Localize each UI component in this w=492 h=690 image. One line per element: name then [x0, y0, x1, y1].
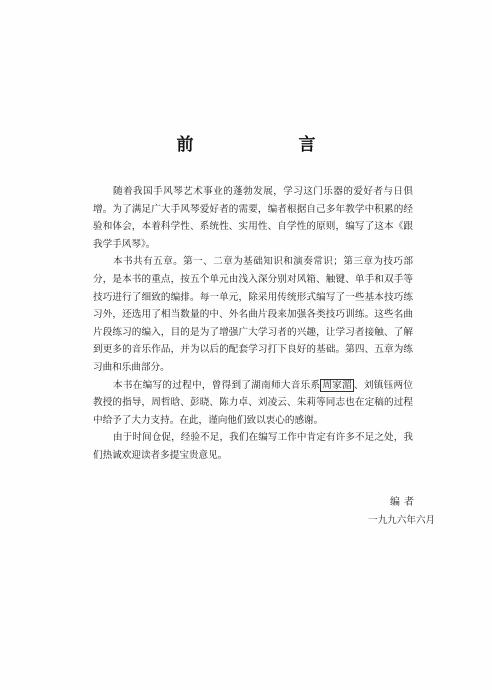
paragraph-1: 随着我国手风琴艺术事业的蓬勃发展，学习这门乐器的爱好者与日俱增。为了满足广大手风琴爱好者的需要，编者根据自己多年教学中积累的经验和体会，本着科学性、系统性、实用性、自学性的原则，编写了这本《跟我学手风琴》。 [93, 186, 413, 250]
signature-author: 编者 [390, 497, 418, 508]
paragraph-3-before: 本书在编写的过程中，曾得到了湖南师大音乐系 [113, 379, 321, 391]
paragraph-4: 由于时间仓促，经验不足，我们在编写工作中肯定有许多不足之处，我们热诚欢迎读者多提宝贵意见。 [93, 432, 413, 461]
preface-body [93, 183, 413, 465]
paragraph-3-after: 、刘镇钰两位教授的指导，周哲晗、彭晓、陈力卓、刘凌云、朱莉等同志也在定稿的过程中给予了大力支持。在此，谨向他们致以衷心的感谢。 [93, 379, 414, 426]
page-title: 前 言 [176, 135, 360, 155]
signature-date: 一九九六年六月 [368, 515, 436, 526]
paragraph-3 [93, 377, 413, 430]
boxed-name: 周家湄 [322, 379, 353, 391]
paragraph-2: 本书共有五章。第一、二章为基础知识和演奏常识；第三章为技巧部分，是本书的重点，按五个单元由浅入深分别对风箱、触键、单手和双手等技巧进行了细致的编排。每一单元，除采用传统形式编写了一些基本技巧练习外，还选用了相当数量的中、外名曲片段来加强各类技巧训练。这些名曲片段练习的编入，目的是为了增强广大学习者的兴趣，让学习者接触、了解到更多的音乐作品，并为以后的配套学习打下良好的基础。第四、五章为练习曲和乐曲部分。 [93, 256, 413, 373]
